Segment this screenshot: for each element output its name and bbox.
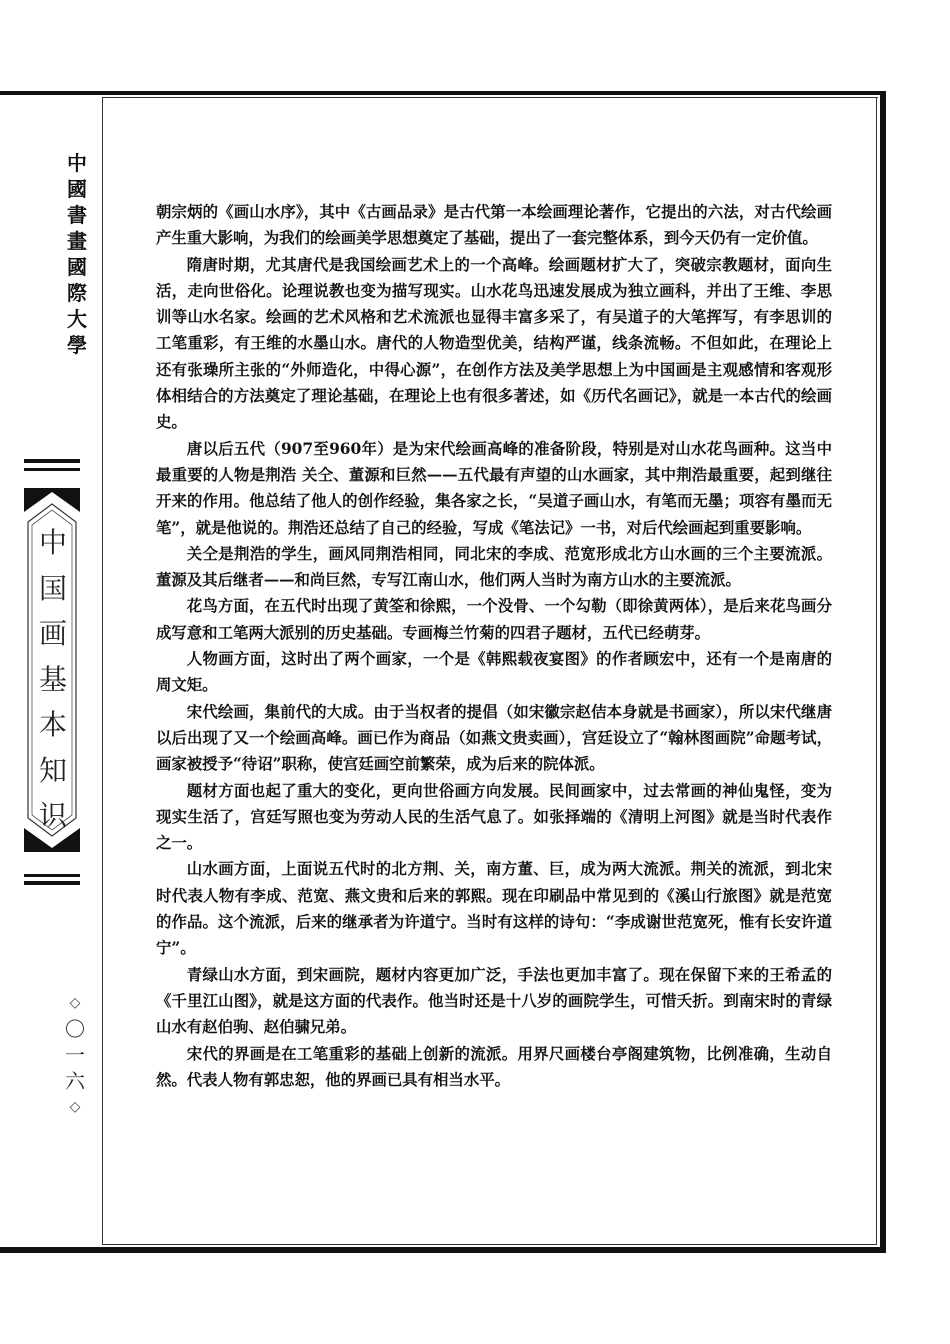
university-char: 大 (67, 307, 87, 331)
paragraph: 人物画方面，这时出了两个画家，一个是《韩熙载夜宴图》的作者顾宏中，还有一个是南唐的周文矩。 (156, 650, 832, 695)
paragraph: 山水画方面，上面说五代时的北方荆、关，南方董、巨，成为两大流派。荆关的流派，到北宋时代表人物有李成、范宽、燕文贵和后来的郭熙。现在印刷品中常见到的《溪山行旅图》就是范宽的作品。这个流派，后来的继承者为许道宁。当时有这样的诗句：“李成谢世范宽死，惟有长安许道宁”。 (156, 860, 832, 958)
diamond-ornament-icon: ◇ (69, 995, 81, 1011)
paragraph: 题材方面也起了重大的变化，更向世俗画方向发展。民间画家中，过去常画的神仙鬼怪，变为现实生活了，宫廷写照也变为劳动人民的生活气息了。如张择端的《清明上河图》就是当时代表作之一。 (156, 781, 832, 853)
page-number-char: 六 (65, 1069, 85, 1093)
paragraph: 关仝是荆浩的学生，画风同荆浩相同，同北宋的李成、范宽形成北方山水画的三个主要流派。董源及其后继者——和尚巨然，专写江南山水，他们两人当时为南方山水的主要流派。 (156, 544, 832, 590)
body-text (156, 199, 832, 1093)
banner-rule-bottom-thin (24, 874, 80, 877)
inner-frame-right (876, 97, 877, 1245)
university-char: 際 (67, 281, 87, 305)
page-number-char: 〇 (65, 1017, 85, 1041)
university-char: 國 (67, 177, 87, 201)
paragraph: 青绿山水方面，到宋画院，题材内容更加广泛，手法也更加丰富了。现在保留下来的王希孟的《千里江山图》，就是这方面的代表作。他当时还是十八岁的画院学生，可惜夭折。到南宋时的青绿山水有赵伯驹、赵伯骕兄弟。 (156, 965, 832, 1037)
banner-rule-top-thick (24, 459, 80, 463)
university-char: 學 (67, 333, 87, 357)
page-number (62, 990, 88, 1120)
university-char: 中 (67, 151, 87, 175)
diamond-ornament-icon: ◇ (69, 1099, 81, 1115)
university-char: 畫 (67, 229, 87, 253)
book-title-char: 国 (38, 571, 67, 605)
paragraph: 隋唐时期，尤其唐代是我国绘画艺术上的一个高峰。绘画题材扩大了，突破宗教题材，面向生活，走向世俗化。论理说教也变为描写现实。山水花鸟迅速发展成为独立画科，并出了王维、李思训等山水名家。绘画的艺术风格和艺术流派也显得丰富多采了，有吴道子的大笔挥写，有李思训的工笔重彩，有王维的水墨山水。唐代的人物造型优美，结构严谨，线条流畅。不但如此，在理论上还有张璪所主张的“外师造化，中得心源”，在创作方法及美学思想上为中国画是主观感情和客观形体相结合的方法奠定了理论基础，在理论上也有很多著述，如《历代名画记》，就是一本古代的绘画史。 (156, 255, 832, 432)
margin-divider (102, 97, 103, 1245)
university-char: 書 (67, 203, 87, 227)
book-title-char: 知 (38, 753, 67, 787)
university-name (64, 150, 90, 358)
inner-frame-top (103, 97, 878, 98)
banner-rule-top-thin (24, 468, 80, 471)
page-frame-top (0, 91, 886, 95)
book-title-char: 画 (38, 617, 67, 650)
paragraph: 唐以后五代（907至960年）是为宋代绘画高峰的准备阶段，特别是对山水花鸟画种。这当中最重要的人物是荆浩 关仝、董源和巨然——五代最有声望的山水画家，其中荆浩最重要，起到继往开来的作用。他总结了他人的创作经验，集各家之长，“吴道子画山水，有笔而无墨；项容有墨而无笔”，就是他说的。荆浩还总结了自己的经验，写成《笔法记》一书，对后代绘画起到重要影响。 (156, 439, 832, 537)
banner-rule-bottom-thick (24, 881, 80, 885)
inner-frame-bottom (103, 1244, 877, 1245)
page-number-char: 一 (65, 1043, 85, 1067)
page-frame-right (880, 91, 886, 1253)
book-title (35, 520, 71, 839)
page-frame-bottom (0, 1247, 886, 1253)
paragraph: 宋代的界画是在工笔重彩的基础上创新的流派。用界尺画楼台亭阁建筑物，比例准确，生动自然。代表人物有郭忠恕，他的界画已具有相当水平。 (156, 1044, 832, 1089)
paragraph: 宋代绘画，集前代的大成。由于当权者的提倡（如宋徽宗赵佶本身就是书画家），所以宋代继唐以后出现了又一个绘画高峰。画已作为商品（如燕文贵卖画），宫廷设立了“翰林图画院”命题考试，画家被授予“待诏”职称，使宫廷画空前繁荣，成为后来的院体派。 (156, 702, 832, 774)
paragraph: 朝宗炳的《画山水序》，其中《古画品录》是古代第一本绘画理论著作，它提出的六法，对古代绘画产生重大影响，为我们的绘画美学思想奠定了基础，提出了一套完整体系，到今天仍有一定价值。 (156, 203, 832, 248)
book-title-char: 识 (38, 799, 67, 832)
book-title-char: 中 (38, 526, 67, 559)
university-char: 國 (67, 255, 87, 279)
book-title-char: 基 (38, 662, 67, 696)
book-title-char: 本 (38, 708, 67, 741)
paragraph: 花鸟方面，在五代时出现了黄筌和徐熙，一个没骨、一个勾勒（即徐黄两体），是后来花鸟画分成写意和工笔两大派别的历史基础。专画梅兰竹菊的四君子题材，五代已经萌芽。 (156, 597, 832, 642)
